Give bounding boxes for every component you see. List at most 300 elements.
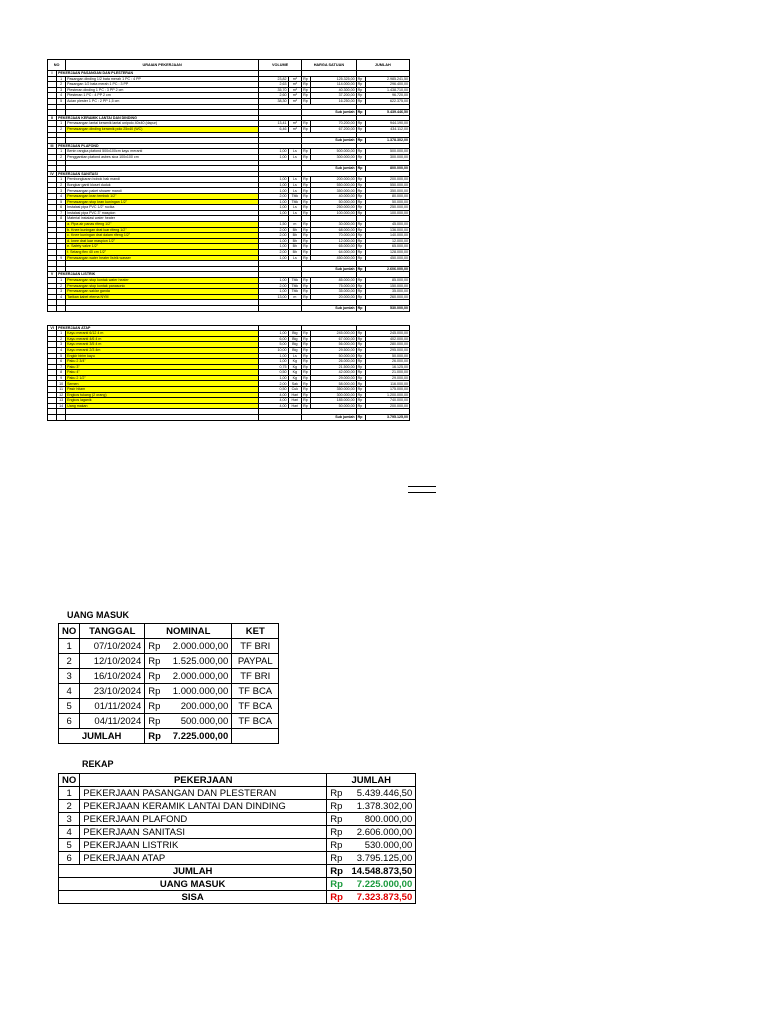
uang-tanggal: 01/11/2024 bbox=[80, 699, 145, 714]
item-unit: Titik bbox=[288, 277, 302, 283]
item-total: 200.000,00 bbox=[365, 403, 409, 409]
subtotal-value: 3.795.125,00 bbox=[365, 415, 409, 421]
item-volume: 4,00 bbox=[259, 403, 289, 409]
item-price: 114.000,00 bbox=[311, 82, 356, 88]
currency-label: Rp bbox=[302, 250, 311, 256]
item-volume: 2,00 bbox=[259, 233, 289, 239]
currency-label: Rp bbox=[302, 238, 311, 244]
subtotal-label: Sub jumlah bbox=[302, 110, 356, 116]
subtotal-value: 800.000,00 bbox=[365, 166, 409, 172]
currency-label: Rp bbox=[302, 182, 311, 188]
item-price: 350.000,00 bbox=[311, 387, 356, 393]
item-unit: Titik bbox=[288, 283, 302, 289]
rekap-jumlah: 5.439.446,50 bbox=[347, 787, 416, 800]
currency-label: Rp bbox=[356, 387, 365, 393]
currency-label: Rp bbox=[302, 82, 311, 88]
item-total: 250.000,00 bbox=[365, 205, 409, 211]
rekap-jumlah-value: 14.548.873,50 bbox=[347, 865, 416, 878]
table-row bbox=[59, 669, 279, 684]
currency-label: Rp bbox=[356, 375, 365, 381]
section-title: PEKERJAAN PLAFOND bbox=[57, 143, 259, 149]
item-unit: Bh bbox=[288, 227, 302, 233]
item-unit: Ls bbox=[288, 353, 302, 359]
currency-label: Rp bbox=[302, 403, 311, 409]
section-title: PEKERJAAN SANITASI bbox=[57, 171, 259, 177]
item-volume: 6,46 bbox=[259, 126, 289, 132]
currency-label: Rp bbox=[302, 255, 311, 261]
subtotal-value: 1.378.302,00 bbox=[365, 138, 409, 144]
currency-label: Rp bbox=[356, 347, 365, 353]
item-no: 9 bbox=[57, 255, 66, 261]
table-row bbox=[59, 654, 279, 669]
item-no: 11 bbox=[57, 387, 66, 393]
item-unit: m² bbox=[288, 126, 302, 132]
uang-tanggal: 07/10/2024 bbox=[80, 639, 145, 654]
item-price: 75.000,00 bbox=[311, 283, 356, 289]
item-unit: Btg bbox=[288, 331, 302, 337]
item-no: 7 bbox=[57, 210, 66, 216]
item-volume: 1,00 bbox=[259, 331, 289, 337]
item-unit: Kg bbox=[288, 370, 302, 376]
table-row bbox=[59, 852, 416, 865]
rekap-header-row bbox=[59, 774, 416, 787]
item-price: 40.300,00 bbox=[311, 87, 356, 93]
uang-header-ket: KET bbox=[232, 624, 279, 639]
item-desc: Plesteran 1 PC : 4 PP 2 cm bbox=[66, 93, 259, 99]
uang-ket: TF BRI bbox=[232, 639, 279, 654]
item-total: 45.000,00 bbox=[365, 222, 409, 228]
rekap-table bbox=[58, 773, 416, 904]
item-no: 3 bbox=[57, 289, 66, 295]
item-total: 16.125,00 bbox=[365, 364, 409, 370]
item-no: 10 bbox=[57, 381, 66, 387]
item-total: 1.438.710,00 bbox=[365, 87, 409, 93]
item-unit: Btg bbox=[288, 347, 302, 353]
uang-ket: TF BCA bbox=[232, 699, 279, 714]
section-title: PEKERJAAN LISTRIK bbox=[57, 272, 259, 278]
item-desc: Bongkar ganti kloset duduk bbox=[66, 182, 259, 188]
item-desc: a. Pipa air panas rifeng 1/2" bbox=[66, 222, 259, 228]
item-desc: Paku 4" bbox=[66, 370, 259, 376]
item-total: 50.000,00 bbox=[365, 353, 409, 359]
currency-label: Rp bbox=[356, 93, 365, 99]
item-volume: 1,00 bbox=[259, 199, 289, 205]
item-no: 9 bbox=[57, 375, 66, 381]
item-no: 5 bbox=[57, 199, 66, 205]
table-row bbox=[59, 699, 279, 714]
uang-nominal: 500.000,00 bbox=[165, 714, 232, 729]
item-price: 50.000,00 bbox=[311, 353, 356, 359]
item-desc: Instalasi pipa PVC 1/2" rucika bbox=[66, 205, 259, 211]
currency-label: Rp bbox=[302, 121, 311, 127]
item-price: 100.000,00 bbox=[311, 210, 356, 216]
section-no: III bbox=[48, 143, 57, 149]
item-volume: 2,00 bbox=[259, 194, 289, 200]
currency-label: Rp bbox=[356, 283, 365, 289]
uang-tanggal: 04/11/2024 bbox=[80, 714, 145, 729]
currency-label: Rp bbox=[302, 331, 311, 337]
item-volume: 4,00 bbox=[259, 392, 289, 398]
item-price: 20.000,00 bbox=[311, 294, 356, 300]
item-price: 185.000,00 bbox=[311, 398, 356, 404]
item-unit: m² bbox=[288, 87, 302, 93]
currency-label: Rp bbox=[356, 364, 365, 370]
item-total: 434.112,00 bbox=[365, 126, 409, 132]
item-unit: m bbox=[288, 222, 302, 228]
subtotal-label: Sub jumlah bbox=[302, 138, 356, 144]
item-price: 70.000,00 bbox=[311, 233, 356, 239]
item-desc: Pemasangan saklar ganda bbox=[66, 289, 259, 295]
rekap-jumlah-rp: Rp bbox=[327, 865, 348, 878]
subtotal-label: Sub jumlah bbox=[302, 266, 356, 272]
item-total: 65.000,00 bbox=[365, 244, 409, 250]
item-no: 7 bbox=[57, 364, 66, 370]
item-total: 450.000,00 bbox=[365, 255, 409, 261]
item-no: 5 bbox=[57, 353, 66, 359]
item-unit: Bh bbox=[288, 250, 302, 256]
subtotal-row bbox=[48, 415, 410, 421]
item-total: 35.000,00 bbox=[365, 289, 409, 295]
uang-ket: TF BRI bbox=[232, 669, 279, 684]
rekap-pekerjaan: PEKERJAAN LISTRIK bbox=[80, 839, 327, 852]
item-unit: Titik bbox=[288, 289, 302, 295]
section-no: V bbox=[48, 272, 57, 278]
item-price: 450.000,00 bbox=[311, 255, 356, 261]
rekap-jumlah-row bbox=[59, 865, 416, 878]
subtotal-value: 2.606.000,00 bbox=[365, 266, 409, 272]
uang-no: 1 bbox=[59, 639, 80, 654]
item-total: 200.000,00 bbox=[365, 177, 409, 183]
item-unit: m² bbox=[288, 98, 302, 104]
item-desc: Engkos laganik bbox=[66, 398, 259, 404]
item-no: 4 bbox=[57, 347, 66, 353]
header-harga: HARGA SATUAN bbox=[302, 60, 356, 71]
rekap-rp: Rp bbox=[327, 852, 348, 865]
subtotal-value: 5.439.446,50 bbox=[365, 110, 409, 116]
rekap-no: 2 bbox=[59, 800, 80, 813]
rekap-rp: Rp bbox=[327, 839, 348, 852]
uang-no: 4 bbox=[59, 684, 80, 699]
currency-label: Rp bbox=[356, 110, 365, 116]
item-unit: Ls bbox=[288, 188, 302, 194]
item-desc: Kayu meranti 4/6 4 m bbox=[66, 336, 259, 342]
uang-rp: Rp bbox=[145, 639, 166, 654]
item-desc: Pemasangan stop kontak panasonic bbox=[66, 283, 259, 289]
currency-label: Rp bbox=[356, 415, 365, 421]
currency-label: Rp bbox=[302, 353, 311, 359]
item-volume: 1,00 bbox=[259, 154, 289, 160]
item-unit: Bh bbox=[288, 238, 302, 244]
item-price: 64.000,00 bbox=[311, 250, 356, 256]
rekap-no: 1 bbox=[59, 787, 80, 800]
item-price: 35.000,00 bbox=[311, 289, 356, 295]
empty-cell bbox=[66, 415, 259, 421]
uang-total-value: 7.225.000,00 bbox=[165, 729, 232, 744]
item-total: 50.000,00 bbox=[365, 199, 409, 205]
item-volume: 5,00 bbox=[259, 342, 289, 348]
currency-label: Rp bbox=[356, 154, 365, 160]
item-unit: Btg bbox=[288, 336, 302, 342]
item-desc: Benin rangka plafond 500x100cm kayu meranti bbox=[66, 149, 259, 155]
currency-label: Rp bbox=[302, 76, 311, 82]
currency-label: Rp bbox=[302, 347, 311, 353]
item-total: 116.000,00 bbox=[365, 381, 409, 387]
uang-masuk-title: UANG MASUK bbox=[67, 610, 129, 620]
item-desc: Paku 2 1/2" bbox=[66, 375, 259, 381]
empty-cell bbox=[48, 415, 57, 421]
item-price: 58.000,00 bbox=[311, 381, 356, 387]
currency-label: Rp bbox=[356, 250, 365, 256]
uang-rp: Rp bbox=[145, 654, 166, 669]
rekap-pekerjaan: PEKERJAAN SANITASI bbox=[80, 826, 327, 839]
item-unit: Hari bbox=[288, 398, 302, 404]
currency-label: Rp bbox=[302, 336, 311, 342]
currency-label: Rp bbox=[356, 121, 365, 127]
item-total: 128.000,00 bbox=[365, 250, 409, 256]
item-desc: Tarikan kabel eterna NYM bbox=[66, 294, 259, 300]
uang-no: 2 bbox=[59, 654, 80, 669]
uang-total-rp: Rp bbox=[145, 729, 166, 744]
rekap-jumlah: 1.378.302,00 bbox=[347, 800, 416, 813]
item-no: 1 bbox=[57, 277, 66, 283]
currency-label: Rp bbox=[356, 289, 365, 295]
currency-label: Rp bbox=[302, 210, 311, 216]
item-desc: b. Knee kuningan drat luar rifeng 1/2" bbox=[66, 227, 259, 233]
currency-label: Rp bbox=[302, 342, 311, 348]
rekap-header-pekerjaan: PEKERJAAN bbox=[80, 774, 327, 787]
item-unit: Ls bbox=[288, 205, 302, 211]
currency-label: Rp bbox=[302, 194, 311, 200]
item-total: 26.000,00 bbox=[365, 359, 409, 365]
currency-label: Rp bbox=[302, 387, 311, 393]
uang-nominal: 2.000.000,00 bbox=[165, 669, 232, 684]
currency-label: Rp bbox=[356, 359, 365, 365]
item-unit: Bh bbox=[288, 244, 302, 250]
item-unit: m² bbox=[288, 93, 302, 99]
rab-header-row bbox=[48, 60, 410, 71]
section-no: IV bbox=[48, 171, 57, 177]
item-volume: 13,00 bbox=[259, 294, 289, 300]
currency-label: Rp bbox=[356, 381, 365, 387]
item-unit: Kg bbox=[288, 359, 302, 365]
item-price: 26.000,00 bbox=[311, 359, 356, 365]
currency-label: Rp bbox=[356, 392, 365, 398]
currency-label: Rp bbox=[356, 233, 365, 239]
item-price: 30.000,00 bbox=[311, 222, 356, 228]
item-desc: Pasangan 1/2 bata merah 1 PC : 3 PP bbox=[66, 82, 259, 88]
item-volume: 6,00 bbox=[259, 336, 289, 342]
item-unit: Kg bbox=[288, 364, 302, 370]
rekap-rp: Rp bbox=[327, 813, 348, 826]
item-volume: 4,00 bbox=[259, 398, 289, 404]
item-total: 944.190,00 bbox=[365, 121, 409, 127]
currency-label: Rp bbox=[356, 210, 365, 216]
item-no: 2 bbox=[57, 182, 66, 188]
item-no: 8 bbox=[57, 370, 66, 376]
item-desc: Semen bbox=[66, 381, 259, 387]
currency-label: Rp bbox=[302, 289, 311, 295]
item-volume: 1,00 bbox=[259, 244, 289, 250]
item-desc: Pemasangan paket shower mandi bbox=[66, 188, 259, 194]
item-volume: 2,00 bbox=[259, 250, 289, 256]
item-total: 260.000,00 bbox=[365, 294, 409, 300]
item-price: 29.000,00 bbox=[311, 375, 356, 381]
section-title: PEKERJAAN KERAMIK LANTAI DAN DINDING bbox=[57, 115, 259, 121]
item-volume: 0,75 bbox=[259, 364, 289, 370]
currency-label: Rp bbox=[302, 233, 311, 239]
currency-label: Rp bbox=[356, 166, 365, 172]
rekap-sisa-label: SISA bbox=[59, 891, 327, 904]
currency-label: Rp bbox=[356, 266, 365, 272]
item-unit: Cuk bbox=[288, 387, 302, 393]
item-total: 300.000,00 bbox=[365, 154, 409, 160]
item-price: 29.500,00 bbox=[311, 347, 356, 353]
rab-body bbox=[48, 60, 410, 421]
item-no: 1 bbox=[57, 121, 66, 127]
item-unit: Ls bbox=[288, 255, 302, 261]
item-price: 200.000,00 bbox=[311, 177, 356, 183]
rekap-masuk-label: UANG MASUK bbox=[59, 878, 327, 891]
item-total: 296.400,00 bbox=[365, 82, 409, 88]
rekap-masuk-rp: Rp bbox=[327, 878, 348, 891]
rekap-pekerjaan: PEKERJAAN KERAMIK LANTAI DAN DINDING bbox=[80, 800, 327, 813]
item-price: 12.000,00 bbox=[311, 238, 356, 244]
item-desc: Pemasangan water heater listrik wasser bbox=[66, 255, 259, 261]
currency-label: Rp bbox=[356, 126, 365, 132]
rekap-masuk-value: 7.225.000,00 bbox=[347, 878, 416, 891]
item-no: 2 bbox=[57, 283, 66, 289]
section-gap bbox=[48, 311, 410, 325]
uang-nominal: 1.000.000,00 bbox=[165, 684, 232, 699]
currency-label: Rp bbox=[356, 227, 365, 233]
item-no: 3 bbox=[57, 342, 66, 348]
uang-nominal: 200.000,00 bbox=[165, 699, 232, 714]
item-total: 150.000,00 bbox=[365, 283, 409, 289]
currency-label: Rp bbox=[356, 370, 365, 376]
item-volume: 2,00 bbox=[259, 381, 289, 387]
item-price: 42.000,00 bbox=[311, 370, 356, 376]
uang-nominal: 2.000.000,00 bbox=[165, 639, 232, 654]
currency-label: Rp bbox=[302, 149, 311, 155]
item-unit: Ls bbox=[288, 182, 302, 188]
item-no: 12 bbox=[57, 392, 66, 398]
item-desc: Kayu meranti 2/3 4m bbox=[66, 347, 259, 353]
item-no: 1 bbox=[57, 76, 66, 82]
item-total: 1.200.000,00 bbox=[365, 392, 409, 398]
uang-rp: Rp bbox=[145, 699, 166, 714]
item-total: 85.000,00 bbox=[365, 277, 409, 283]
item-desc: Pemasangan dinding keramik polo 25x40 (WC) bbox=[66, 126, 259, 132]
item-desc: Instalasi pipa PVC 3" maspion bbox=[66, 210, 259, 216]
uang-nominal: 1.525.000,00 bbox=[165, 654, 232, 669]
currency-label: Rp bbox=[302, 98, 311, 104]
currency-label: Rp bbox=[302, 370, 311, 376]
item-no: 4 bbox=[57, 93, 66, 99]
subtotal-value: 530.000,00 bbox=[365, 305, 409, 311]
item-price: 245.000,00 bbox=[311, 331, 356, 337]
currency-label: Rp bbox=[356, 244, 365, 250]
item-total: 295.000,00 bbox=[365, 347, 409, 353]
currency-label: Rp bbox=[356, 294, 365, 300]
currency-label: Rp bbox=[302, 205, 311, 211]
item-total: 175.000,00 bbox=[365, 387, 409, 393]
item-price: 50.000,00 bbox=[311, 403, 356, 409]
item-total: 550.000,00 bbox=[365, 182, 409, 188]
uang-no: 5 bbox=[59, 699, 80, 714]
item-price: 21.500,00 bbox=[311, 364, 356, 370]
uang-total-row bbox=[59, 729, 279, 744]
rekap-rp: Rp bbox=[327, 800, 348, 813]
currency-label: Rp bbox=[356, 205, 365, 211]
table-row bbox=[59, 813, 416, 826]
item-unit: Titik bbox=[288, 199, 302, 205]
item-unit: Bh bbox=[288, 233, 302, 239]
item-total: 245.000,00 bbox=[365, 331, 409, 337]
uang-ket: PAYPAL bbox=[232, 654, 279, 669]
item-desc: Engkos tukang (2 orang) bbox=[66, 392, 259, 398]
table-row bbox=[59, 684, 279, 699]
item-unit: Kg bbox=[288, 375, 302, 381]
item-price: 67.000,00 bbox=[311, 336, 356, 342]
rekap-jumlah: 2.606.000,00 bbox=[347, 826, 416, 839]
item-desc: Paku 3" bbox=[66, 364, 259, 370]
rekap-title: REKAP bbox=[82, 759, 114, 769]
uang-header-tanggal: TANGGAL bbox=[80, 624, 145, 639]
item-total: 280.000,00 bbox=[365, 342, 409, 348]
item-unit: m² bbox=[288, 82, 302, 88]
currency-label: Rp bbox=[302, 93, 311, 99]
item-no: 4 bbox=[57, 294, 66, 300]
item-volume: 1,00 bbox=[259, 210, 289, 216]
rekap-no: 3 bbox=[59, 813, 80, 826]
item-desc: Uang makan bbox=[66, 403, 259, 409]
item-no: 1 bbox=[57, 177, 66, 183]
rekap-no: 5 bbox=[59, 839, 80, 852]
rekap-no: 6 bbox=[59, 852, 80, 865]
currency-label: Rp bbox=[356, 331, 365, 337]
item-desc: Engkir birim kayu bbox=[66, 353, 259, 359]
item-unit: Ls bbox=[288, 154, 302, 160]
uang-tanggal: 12/10/2024 bbox=[80, 654, 145, 669]
item-price: 40.000,00 bbox=[311, 194, 356, 200]
currency-label: Rp bbox=[302, 154, 311, 160]
item-volume: 1,00 bbox=[259, 238, 289, 244]
currency-label: Rp bbox=[302, 381, 311, 387]
rekap-sisa-rp: Rp bbox=[327, 891, 348, 904]
item-total: 21.000,00 bbox=[365, 370, 409, 376]
item-total: 350.000,00 bbox=[365, 188, 409, 194]
item-price: 16.250,00 bbox=[311, 98, 356, 104]
currency-label: Rp bbox=[356, 403, 365, 409]
uang-rp: Rp bbox=[145, 714, 166, 729]
item-total: 500.000,00 bbox=[365, 149, 409, 155]
currency-label: Rp bbox=[302, 126, 311, 132]
currency-label: Rp bbox=[302, 222, 311, 228]
item-desc: Pemasangan kran tembok 1/2" bbox=[66, 194, 259, 200]
currency-label: Rp bbox=[302, 364, 311, 370]
item-price: 65.000,00 bbox=[311, 244, 356, 250]
item-no: 14 bbox=[57, 403, 66, 409]
item-price: 37.200,00 bbox=[311, 93, 356, 99]
item-volume: 0,50 bbox=[259, 387, 289, 393]
item-volume: 1,00 bbox=[259, 255, 289, 261]
header-volume: VOLUME bbox=[259, 60, 302, 71]
currency-label: Rp bbox=[302, 199, 311, 205]
item-desc: Pasir hitam bbox=[66, 387, 259, 393]
section-no: I bbox=[48, 71, 57, 77]
item-unit: m bbox=[288, 294, 302, 300]
item-volume: 35,70 bbox=[259, 87, 289, 93]
